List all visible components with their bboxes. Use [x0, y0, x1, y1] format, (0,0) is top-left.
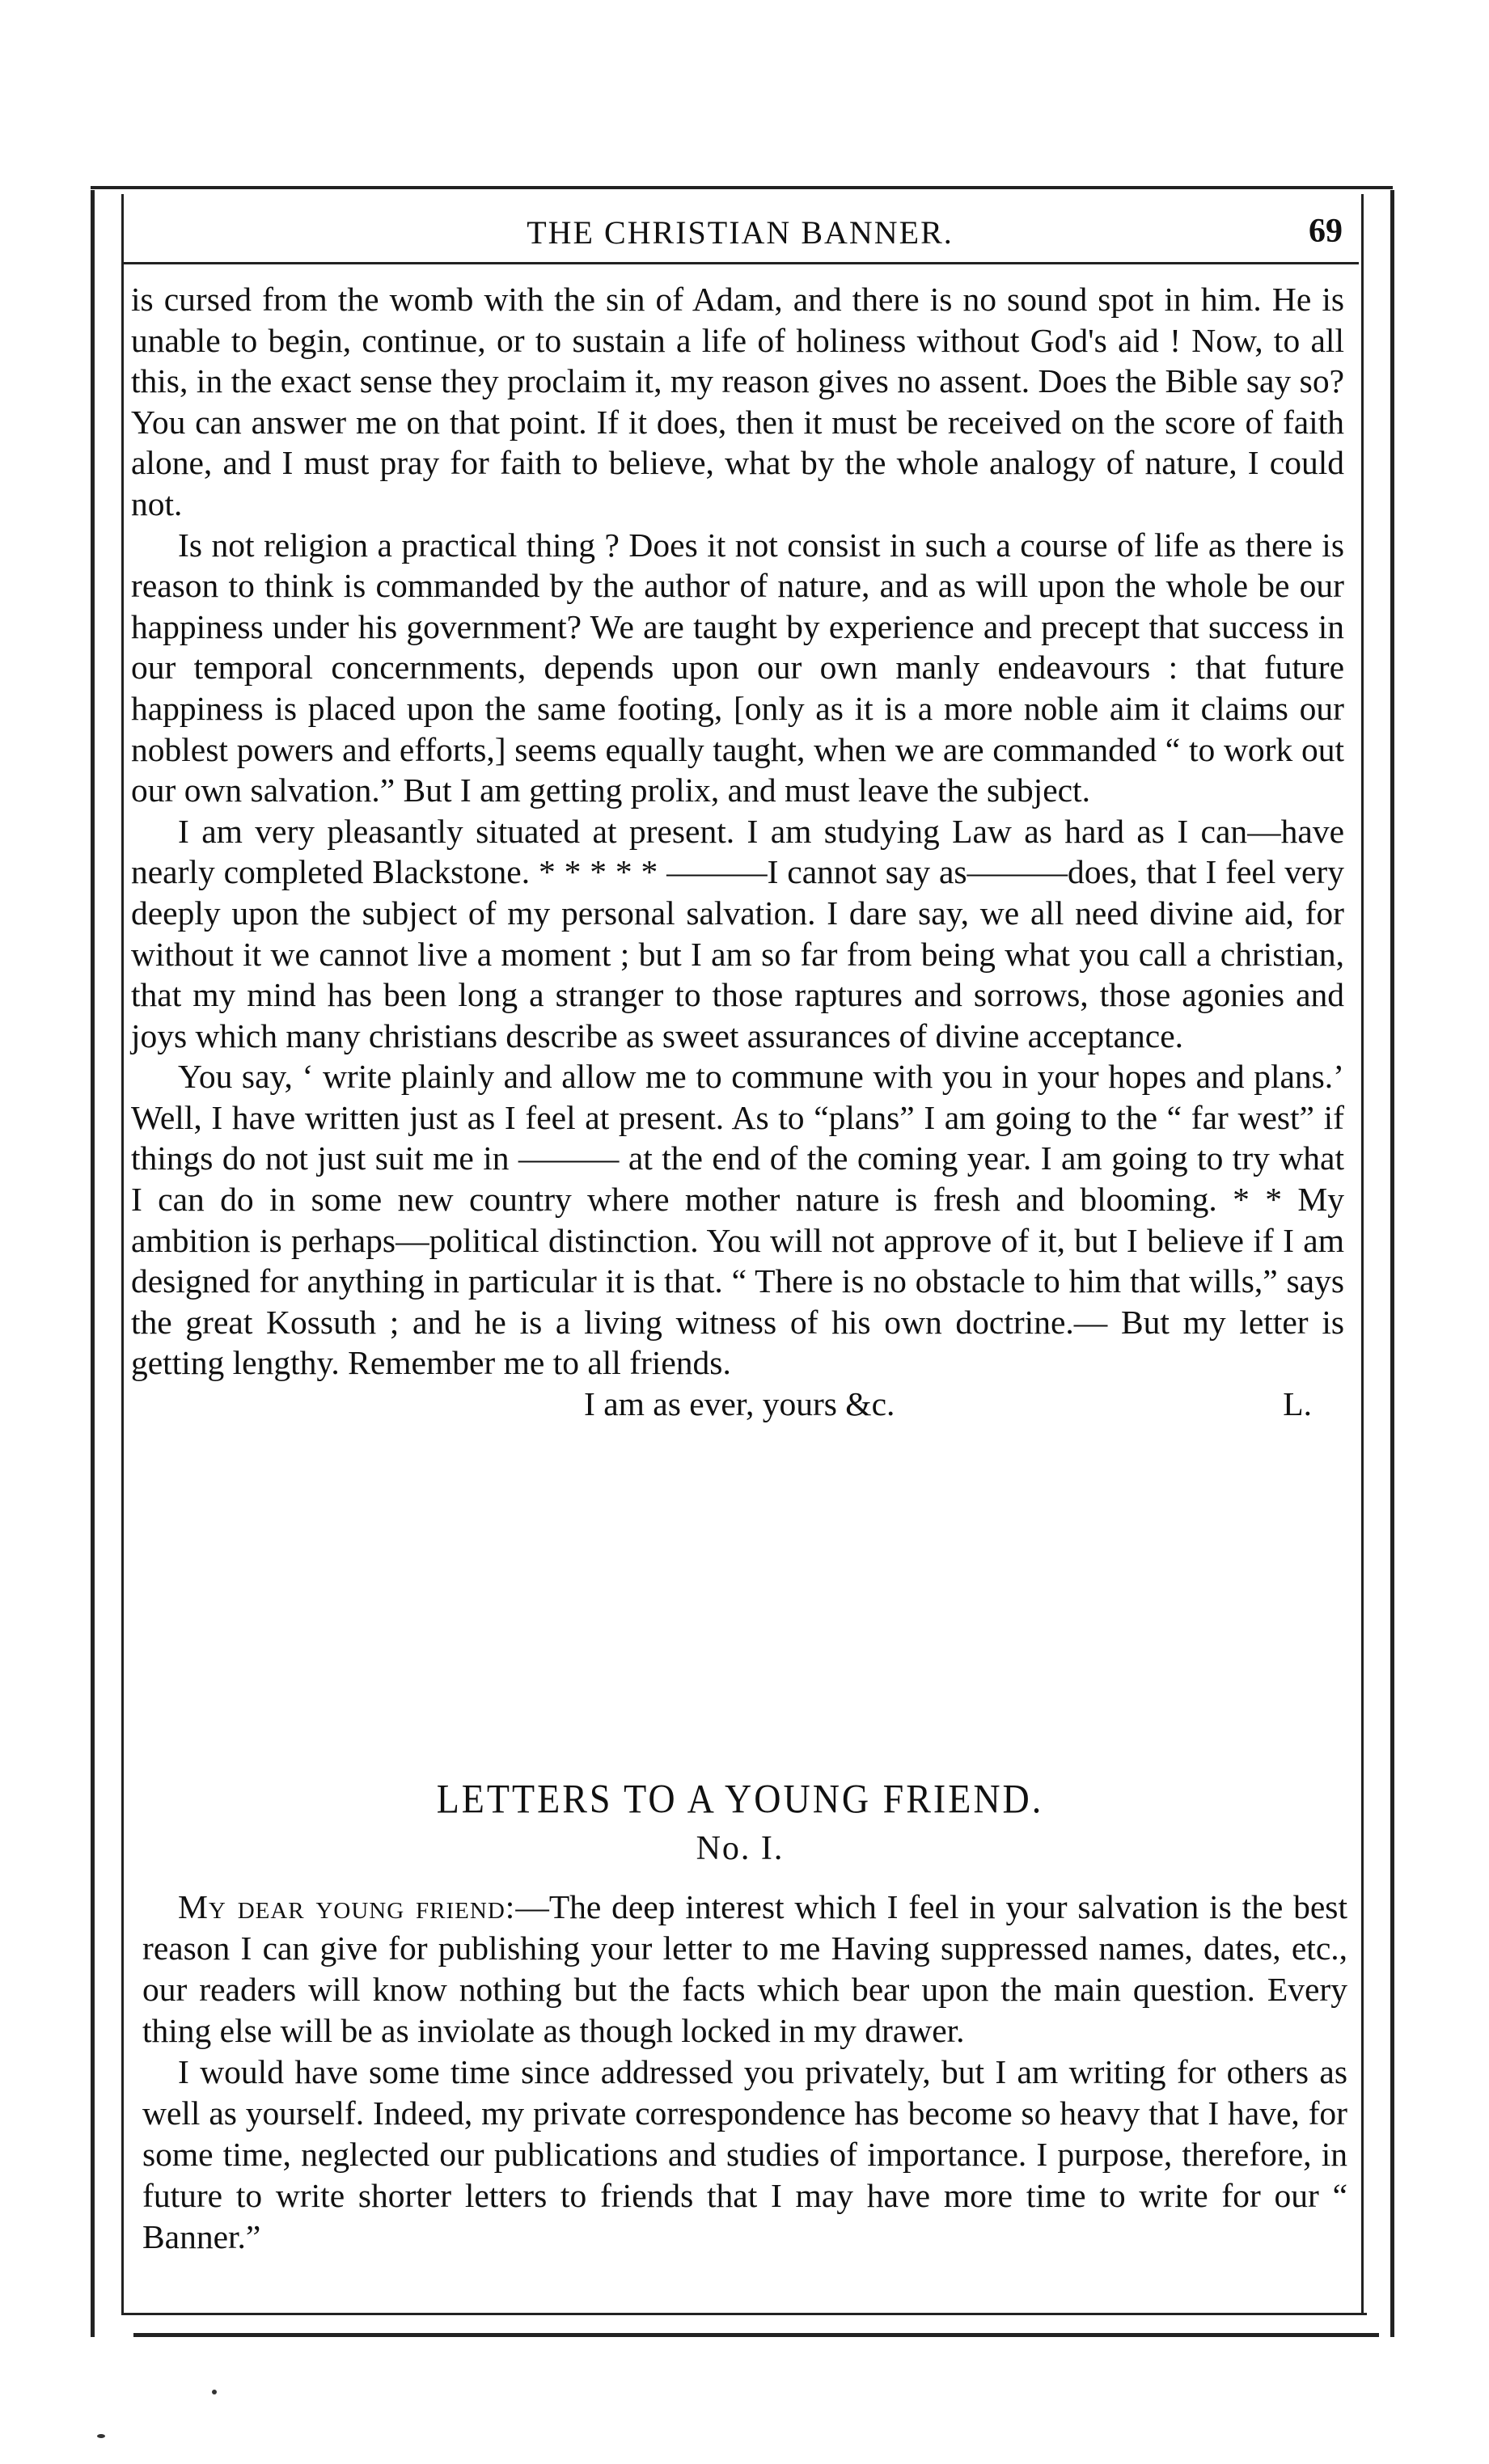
closing-text: I am as ever, yours &c.: [584, 1385, 895, 1423]
page-header: [129, 212, 1351, 257]
paragraph: You say, ‘ write plainly and allow me to commune with you in your hopes and plans.’ Well, I have written just as I feel at present. As to “plans” I am going to the “ far west” if things do not just suit me in ——— at the end of the coming year. I am going to try what I can do in some new country where mother nature is fresh and blooming. * * My ambition is perhaps—political distinction. You will not approve of it, but I believe if I am designed for anything in particular it is that. “ There is no obstacle to him that wills,” says the great Kossuth ; and he is a living witness of his own doctrine.— But my letter is getting lengthy. Remember me to all friends.: [131, 1058, 1344, 1382]
print-speck: [212, 2390, 217, 2394]
section-number: No. I.: [696, 1830, 785, 1867]
bottom-rule-inner: [121, 2313, 1367, 2315]
bottom-rule-outer: [133, 2333, 1379, 2337]
page-number: 69: [1309, 213, 1343, 250]
paragraph: I am very pleasantly situated at present. I am studying Law as hard as I can—have nearly completed Blackstone. * * * * * ———I cannot say as———does, that I feel very deeply upon the subject of my personal salvation. I dare say, we all need divine aid, for without it we cannot live a moment ; but I am so far from being what you call a christian, that my mind has been long a stranger to those raptures and sorrows, those agonies and joys which many christians describe as sweet assurances of divine acceptance.: [131, 812, 1344, 1054]
signature-initial: L.: [1283, 1385, 1312, 1423]
paragraph-text: —The deep interest which I feel in your salvation is the best reason I can give for publishing your letter to me Having suppressed names, dates, etc., our readers will know nothing but the facts which bear upon the main question. Every thing else will be as inviolate as though locked in my drawer.: [142, 1888, 1347, 2049]
closing-line: [131, 1384, 1344, 1425]
paragraph: Is not religion a practical thing ? Does it not consist in such a course of life as there is reason to think is commanded by the author of nature, and as will upon the whole be our happiness under his government? We are taught by experience and precept that success in our temporal concernments, depends upon our own manly endeavours : that future happiness is placed upon the same footing, [only as it is a more noble aim it claims our noblest powers and efforts,] seems equally taught, when we are commanded “ to work out our own salvation.” But I am getting prolix, and must leave the subject.: [131, 526, 1344, 809]
running-title: THE CHRISTIAN BANNER.: [527, 214, 954, 251]
print-speck: [97, 2434, 105, 2438]
section-heading: LETTERS TO A YOUNG FRIEND.: [436, 1776, 1044, 1822]
section-body: [142, 1887, 1347, 2258]
paragraph: I would have some time since addressed you privately, but I am writing for others as well as yourself. Indeed, my private correspondence has become so heavy that I have, for some time, neglected our publications and studies of importance. I purpose, therefore, in future to write shorter letters to friends that I may have more time to write for our “ Banner.”: [142, 2053, 1347, 2255]
header-rule: [121, 262, 1359, 264]
salutation: My dear young friend:: [178, 1888, 516, 1925]
paragraph: is cursed from the womb with the sin of Adam, and there is no sound spot in him. He is unable to begin, continue, or to sustain a life of holiness without God's aid ! Now, to all this, in the exact sense they proclaim it, my reason gives no assent. Does the Bible say so? You can answer me on that point. If it does, then it must be received on the score of faith alone, and I must pray for faith to believe, what by the whole analogy of nature, I could not.: [131, 281, 1344, 522]
top-border-rule: [91, 186, 1393, 189]
letter-body: [131, 279, 1344, 1425]
paragraph: [142, 1887, 1347, 2052]
